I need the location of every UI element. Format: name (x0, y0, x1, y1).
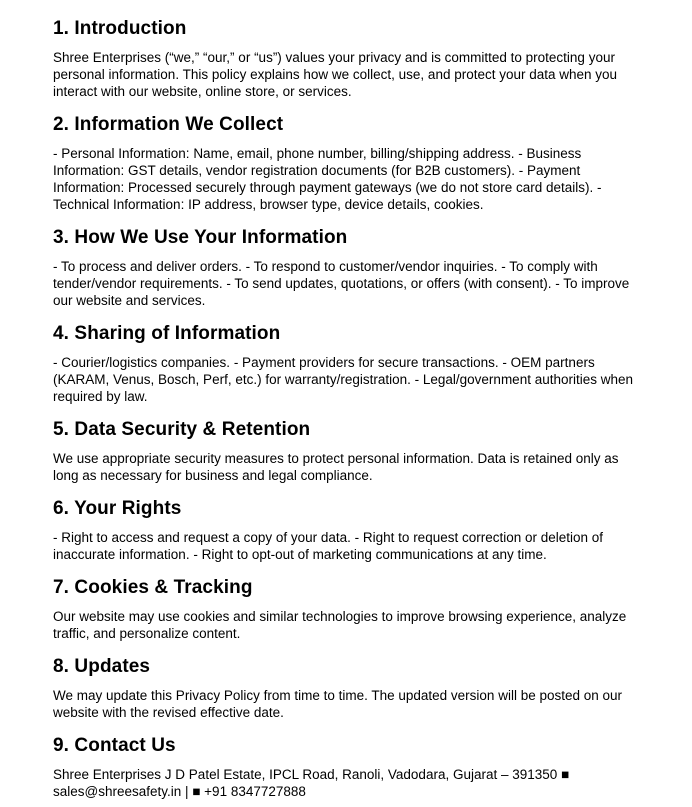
section-paragraph: - Right to access and request a copy of your data. - Right to request correction or deletion of inaccurate information. - Right to opt-out of marketing communications at any time. (53, 530, 604, 562)
section-paragraph: We use appropriate security measures to protect personal information. Data is retained only as long as necessary for business and legal compliance. (53, 451, 619, 483)
section-heading: 5. Data Security & Retention (53, 419, 311, 440)
section-paragraph: - To process and deliver orders. - To respond to customer/vendor inquiries. - To comply with tender/vendor requirements. - To send updates, quotations, or offers (with consent). - To improve our website and services. (53, 259, 630, 308)
policy-section (53, 227, 639, 309)
section-heading: 9. Contact Us (53, 735, 176, 756)
section-paragraph: - Personal Information: Name, email, phone number, billing/shipping address. - Business Information: GST details, vendor registration documents (for B2B customers). - Payment Information: Processed securely through payment gateways (we do not store card details). - Technical Information: IP address, browser type, device details, cookies. (53, 146, 602, 212)
policy-section (53, 656, 639, 721)
policy-section (53, 498, 639, 563)
policy-section (53, 577, 639, 642)
section-heading: 1. Introduction (53, 18, 187, 39)
policy-section (53, 735, 639, 800)
section-heading: 7. Cookies & Tracking (53, 577, 253, 598)
policy-section (53, 114, 639, 213)
section-paragraph: Shree Enterprises (“we,” “our,” or “us”) values your privacy and is committed to protecting your personal information. This policy explains how we collect, use, and protect your data when you interact with our website, online store, or services. (53, 50, 618, 99)
policy-section (53, 323, 639, 405)
policy-section (53, 18, 639, 100)
section-paragraph: - Courier/logistics companies. - Payment providers for secure transactions. - OEM partners (KARAM, Venus, Bosch, Perf, etc.) for warranty/registration. - Legal/government authorities when required by law. (53, 355, 634, 404)
section-heading: 3. How We Use Your Information (53, 227, 348, 248)
section-heading: 2. Information We Collect (53, 114, 284, 135)
section-heading: 4. Sharing of Information (53, 323, 281, 344)
policy-section (53, 419, 639, 484)
section-paragraph: We may update this Privacy Policy from time to time. The updated version will be posted on our website with the revised effective date. (53, 688, 623, 720)
section-paragraph: Shree Enterprises J D Patel Estate, IPCL Road, Ranoli, Vadodara, Gujarat – 391350 ■ sales@shreesafety.in | ■ +91 8347727888 (53, 767, 570, 799)
section-paragraph: Our website may use cookies and similar technologies to improve browsing experience, analyze traffic, and personalize content. (53, 609, 627, 641)
section-heading: 6. Your Rights (53, 498, 182, 519)
section-heading: 8. Updates (53, 656, 151, 677)
